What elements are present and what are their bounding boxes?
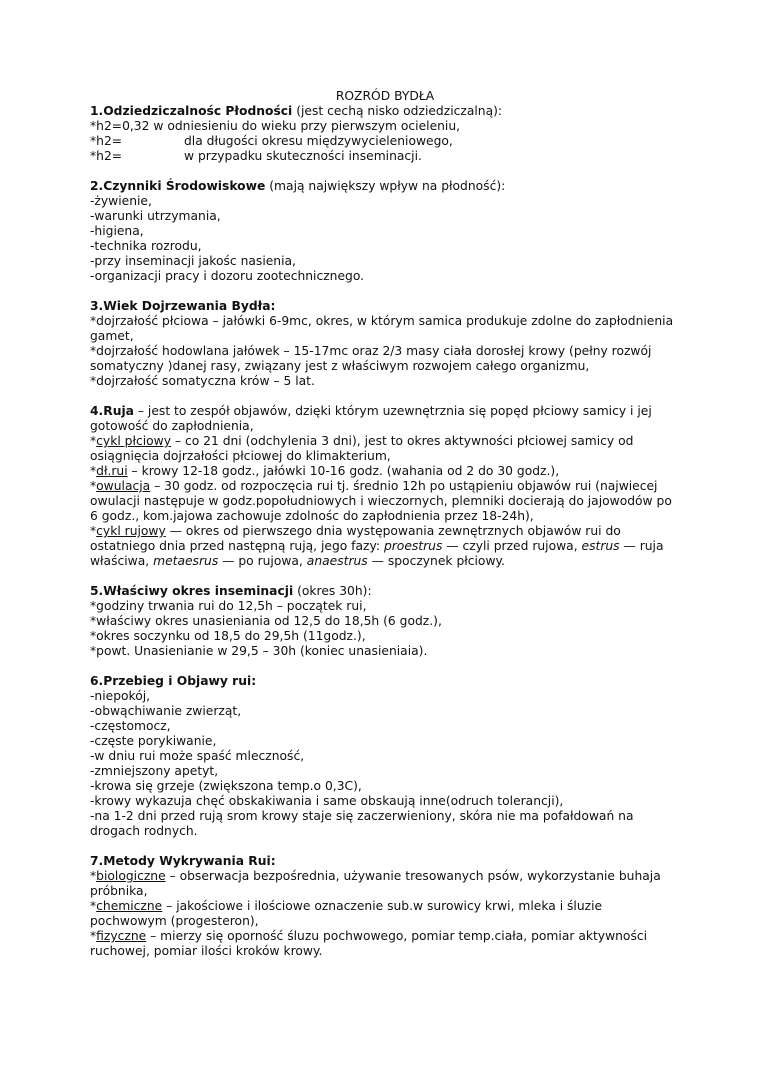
heading-note: – jest to zespół objawów, dzięki którym uzewnętrznia się popęd płciowy samicy i jej gotowość do zapłodnienia, (90, 404, 652, 433)
list-item: *godziny trwania rui do 12,5h – początek rui, (90, 599, 367, 613)
list-item: -w dniu rui może spaść mleczność, (90, 749, 305, 763)
paragraph: *biologiczne – obserwacja bezpośrednia, używanie tresowanych psów, wykorzystanie buhaja próbnika, (90, 869, 661, 898)
paragraph: *dojrzałość hodowlana jałówek – 15-17mc oraz 2/3 masy ciała dorosłej krowy (pełny rozwój somatyczny )danej rasy, związany jest z właściwym rozwojem całego organizmu, (90, 344, 652, 373)
list-item: -częstomocz, (90, 719, 171, 733)
list-item: -obwąchiwanie zwierząt, (90, 704, 242, 718)
section-insemination (90, 584, 680, 659)
term: chemiczne (96, 899, 163, 913)
paragraph: *cykl płciowy – co 21 dni (odchylenia 3 dni), jest to okres aktywności płciowej samicy od osiągnięcia dojrzałości płciowej do klimakterium, (90, 434, 634, 463)
paragraph: *fizyczne – mierzy się oporność śluzu pochwowego, pomiar temp.ciała, pomiar aktywności ruchowej, pomiar ilości kroków krowy. (90, 929, 648, 958)
section-heading: 1.Odziedziczalnośc Płodności (90, 104, 293, 118)
list-item: -krowa się grzeje (zwiększona temp.o 0,3C), (90, 779, 362, 793)
paragraph: *dł.rui – krowy 12-18 godz., jałówki 10-16 godz. (wahania od 2 do 30 godz.), (90, 464, 560, 478)
term: dł.rui (96, 464, 128, 478)
list-item: -żywienie, (90, 194, 152, 208)
section-detection (90, 854, 680, 959)
list-item: *h2= dla długości okresu międzywycieleniowego, (90, 134, 453, 148)
list-item: *okres soczynku od 18,5 do 29,5h (11godz.), (90, 629, 366, 643)
list-item: *powt. Unasienianie w 29,5 – 30h (koniec unasieniaia). (90, 644, 428, 658)
list-item: -częste porykiwanie, (90, 734, 217, 748)
section-heading: 5.Właściwy okres inseminacji (90, 584, 294, 598)
page-title: ROZRÓD BYDŁA (335, 89, 435, 103)
list-item: -technika rozrodu, (90, 239, 202, 253)
list-item: *właściwy okres unasieniania od 12,5 do 18,5h (6 godz.), (90, 614, 442, 628)
section-maturity (90, 299, 680, 389)
list-item: -higiena, (90, 224, 144, 238)
heading-note: (mają największy wpływ na płodność): (265, 179, 506, 193)
list-item: -organizacji pracy i dozoru zootechnicznego. (90, 269, 365, 283)
paragraph: *dojrzałość somatyczna krów – 5 lat. (90, 374, 315, 388)
term: cykl płciowy (96, 434, 171, 448)
list-item: *h2= w przypadku skuteczności inseminacji. (90, 149, 422, 163)
paragraph: *dojrzałość płciowa – jałówki 6-9mc, okres, w którym samica produkuje zdolne do zapłodnienia gamet, (90, 314, 674, 343)
paragraph: *cykl rujowy — okres od pierwszego dnia występowania zewnętrznych objawów rui do ostatniego dnia przed następną rują, jego fazy: proestrus — czyli przed rujowa, estrus — ruja właściwa, metaesrus — po rujowa, anaestrus — spoczynek płciowy. (90, 524, 664, 568)
list-item: -zmniejszony apetyt, (90, 764, 219, 778)
section-environment (90, 179, 680, 284)
document-page (90, 89, 680, 974)
paragraph: *owulacja – 30 godz. od rozpoczęcia rui tj. średnio 12h po ustąpieniu objawów rui (najwiecej owulacji następuje w godz.popołudniowych i wieczornych, plemniki docierają do jajowodów po 6 godz., kom.jajowa zachowuje zdolnośc do zapłodnienia przez 18-24h), (90, 479, 672, 523)
list-item: -na 1-2 dni przed rują srom krowy staje się zaczerwieniony, skóra nie ma pofałdowań na drogach rodnych. (90, 809, 634, 838)
section-heritability (90, 104, 680, 164)
list-item: -niepokój, (90, 689, 151, 703)
term: owulacja (96, 479, 151, 493)
section-symptoms (90, 674, 680, 839)
section-heading: 3.Wiek Dojrzewania Bydła: (90, 299, 276, 313)
term: biologiczne (96, 869, 166, 883)
list-item: -krowy wykazuja chęć obskakiwania i same obskaują inne(odruch tolerancji), (90, 794, 564, 808)
section-heading: 4.Ruja (90, 404, 134, 418)
list-item: -przy inseminacji jakośc nasienia, (90, 254, 296, 268)
heading-note: (okres 30h): (293, 584, 372, 598)
section-heading: 6.Przebieg i Objawy rui: (90, 674, 257, 688)
section-estrus (90, 404, 680, 569)
paragraph: *chemiczne – jakościowe i ilościowe oznaczenie sub.w surowicy krwi, mleka i śluzie pochwowym (progesteron), (90, 899, 603, 928)
heading-note: (jest cechą nisko odziedziczalną): (292, 104, 503, 118)
term: cykl rujowy (96, 524, 166, 538)
section-heading: 2.Czynniki Środowiskowe (90, 179, 266, 193)
section-heading: 7.Metody Wykrywania Rui: (90, 854, 276, 868)
list-item: -warunki utrzymania, (90, 209, 221, 223)
list-item: *h2=0,32 w odniesieniu do wieku przy pierwszym ocieleniu, (90, 119, 461, 133)
term: fizyczne (96, 929, 147, 943)
